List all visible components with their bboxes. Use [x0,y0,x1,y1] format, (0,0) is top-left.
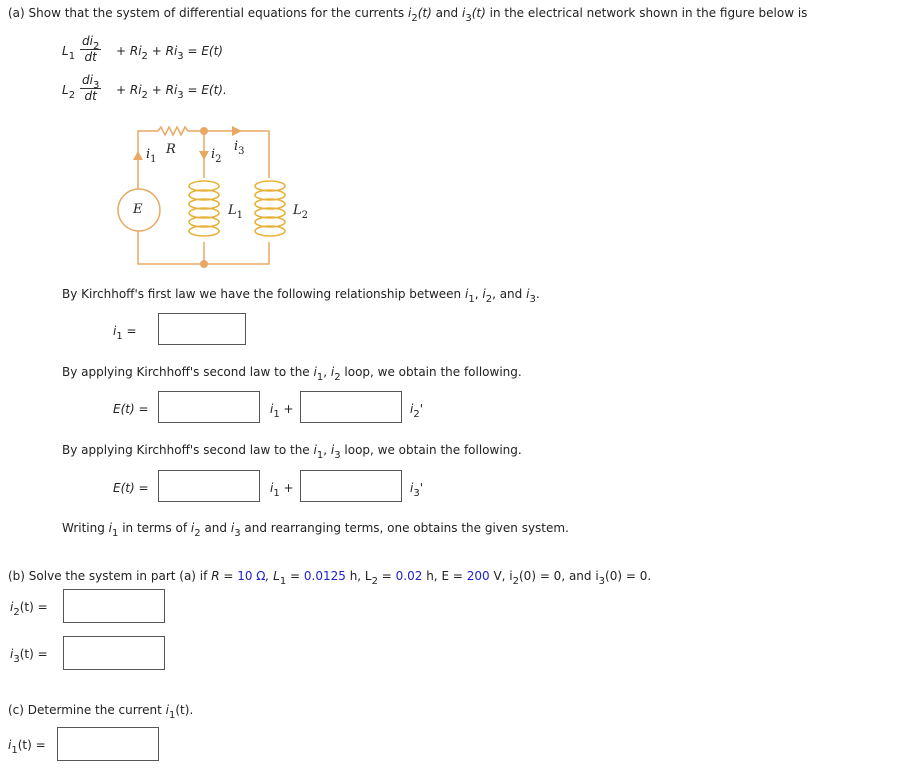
node-dot [200,127,208,135]
et-label-1: E(t) = [113,402,149,416]
et-label-2: E(t) = [113,481,149,495]
i1t-input[interactable] [57,727,159,761]
inductor-L2-coil [255,181,285,236]
equation-2-rhs: + $Ri_2 + Ri_3 = E(t)$. [116,83,227,101]
label-E: E [133,202,143,217]
i3t-input[interactable] [63,636,165,670]
part-c-text: (c) Determine the current $i_1(t)$. [8,703,194,721]
i2-prime-label: $i_2'$ [410,402,424,420]
label-R: R [166,142,176,157]
equation-1-fraction: $\frac{di_2}{dt}$ [82,34,100,64]
i1-label: $i_1$ = [113,324,137,342]
i1-plus-label: $i_1$ + [270,402,294,420]
part-a-intro: (a) Show that the system of differential equations for the currents $i_2(t)$ and $i_3(t)$ in the electrical network shown in the figure below is [8,6,808,24]
kirchhoff-second-law-text-2: By applying Kirchhoff's second law to the $i_1$, $i_3$ loop, we obtain the following. [62,443,522,461]
equation-1-rhs: + $Ri_2 + Ri_3 = E(t)$ [116,44,223,62]
i3t-label: $i_3(t)$ = [10,647,48,665]
label-L2: $L_2$ [293,203,309,221]
kirchhoff-first-law-text: By Kirchhoff's first law we have the following relationship between $i_1$, $i_2$, and $i_3$. [62,287,540,305]
loop1-coef-i1-input[interactable] [158,391,260,423]
i3-prime-label: $i_3'$ [410,481,424,499]
node-dot [200,260,208,268]
arrow-down-icon [199,151,209,160]
inductor-L1-coil [189,181,219,236]
part-b-text: (b) Solve the system in part (a) if R = 10 Ω, $L_1 = 0.0125$ h, $L_2 = 0.02$ h, E = 200 V, $i_2(0) = 0$, and $i_3(0) = 0$. [8,569,652,587]
resistor-symbol [158,127,188,135]
i1t-label: $i_1(t)$ = [8,738,46,756]
label-i1: $i_1$ [146,147,157,165]
i2t-input[interactable] [63,589,165,623]
i2t-label: $i_2(t)$ = [10,600,48,618]
loop2-coef-i1-input[interactable] [158,470,260,502]
i1-plus-label-2: $i_1$ + [270,481,294,499]
kirchhoff-second-law-text-1: By applying Kirchhoff's second law to the $i_1$, $i_2$ loop, we obtain the following. [62,365,522,383]
circuit-diagram [0,0,906,305]
i1-relationship-input[interactable] [158,313,246,345]
writing-text: Writing $i_1$ in terms of $i_2$ and $i_3$ and rearranging terms, one obtains the given system. [62,521,569,539]
loop1-coef-i2prime-input[interactable] [300,391,402,423]
equation-2-coef: $L_2$ [62,83,76,101]
label-i2: $i_2$ [211,147,222,165]
arrow-up-icon [133,151,143,160]
equation-1-coef: $L_1$ [62,44,76,62]
label-L1: $L_1$ [228,203,244,221]
equation-2-fraction: $\frac{di_3}{dt}$ [82,73,100,103]
loop2-coef-i3prime-input[interactable] [300,470,402,502]
arrow-right-icon [232,126,242,136]
label-i3: $i_3$ [234,139,245,157]
